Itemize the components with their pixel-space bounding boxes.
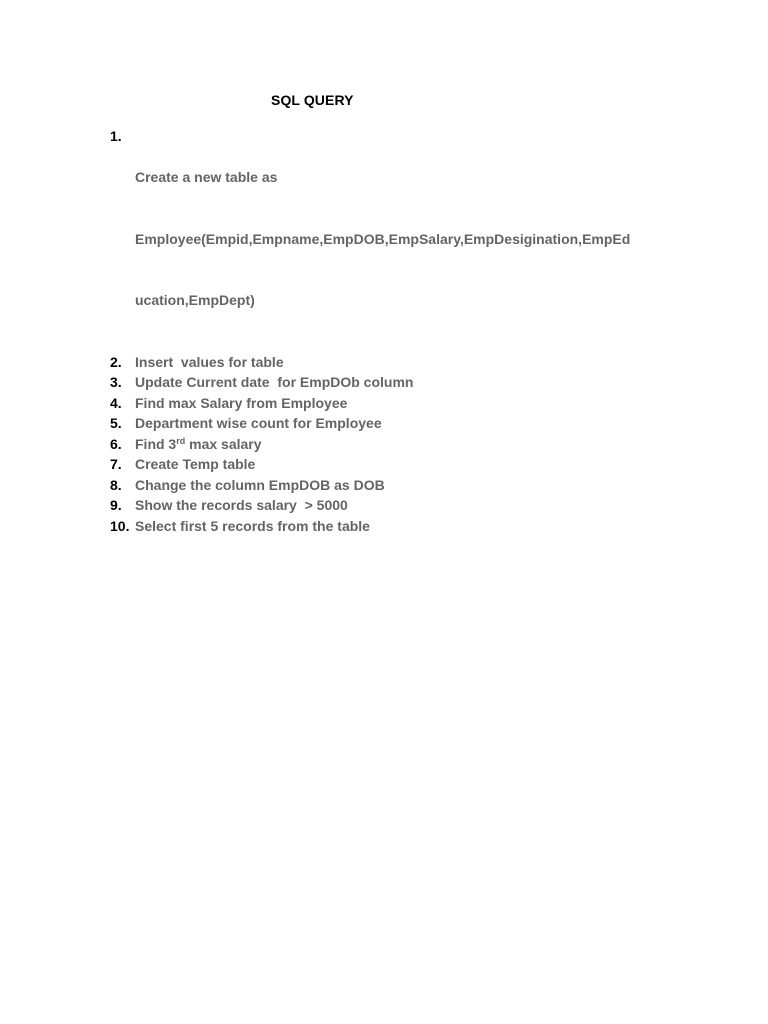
item-text-line: Employee(Empid,Empname,EmpDOB,EmpSalary,EmpDesigination,EmpEd <box>135 230 631 247</box>
list-item <box>110 434 710 455</box>
item-number: 3. <box>110 374 122 390</box>
item-number: 2. <box>110 353 122 370</box>
item-text <box>135 126 710 352</box>
item-text: Department wise count for Employee <box>135 415 382 431</box>
list-item <box>110 413 710 434</box>
ordinal-suffix: rd <box>176 435 186 446</box>
item-number: 1. <box>110 128 122 144</box>
item-text: Insert values for table <box>135 353 284 370</box>
item-number: 7. <box>110 456 122 472</box>
item-text: Update Current date for EmpDOb column <box>135 374 414 390</box>
list-item <box>110 454 710 475</box>
item-text-before: Find 3 <box>135 435 177 452</box>
item-number: 8. <box>110 476 122 493</box>
list-item <box>110 393 710 414</box>
list-item <box>110 495 710 516</box>
item-text-line: ucation,EmpDept) <box>135 292 255 308</box>
page-title: SQL QUERY <box>271 92 354 108</box>
item-text: Select first 5 records from the table <box>135 517 370 534</box>
item-text: Create Temp table <box>135 456 256 472</box>
list-item <box>110 516 710 537</box>
item-text <box>135 434 710 455</box>
item-text: Find max Salary from Employee <box>135 394 348 411</box>
query-list <box>110 126 710 536</box>
item-number: 10. <box>110 517 130 534</box>
list-item <box>110 475 710 496</box>
item-number: 6. <box>110 435 122 452</box>
item-text-after: max salary <box>185 435 262 452</box>
item-number: 4. <box>110 394 122 411</box>
item-number: 9. <box>110 497 122 513</box>
list-item <box>110 126 710 352</box>
list-item <box>110 352 710 373</box>
item-text: Change the column EmpDOB as DOB <box>135 476 385 493</box>
item-text: Show the records salary > 5000 <box>135 497 348 513</box>
item-text-line: Create a new table as <box>135 169 278 185</box>
item-number: 5. <box>110 415 122 431</box>
list-item <box>110 372 710 393</box>
